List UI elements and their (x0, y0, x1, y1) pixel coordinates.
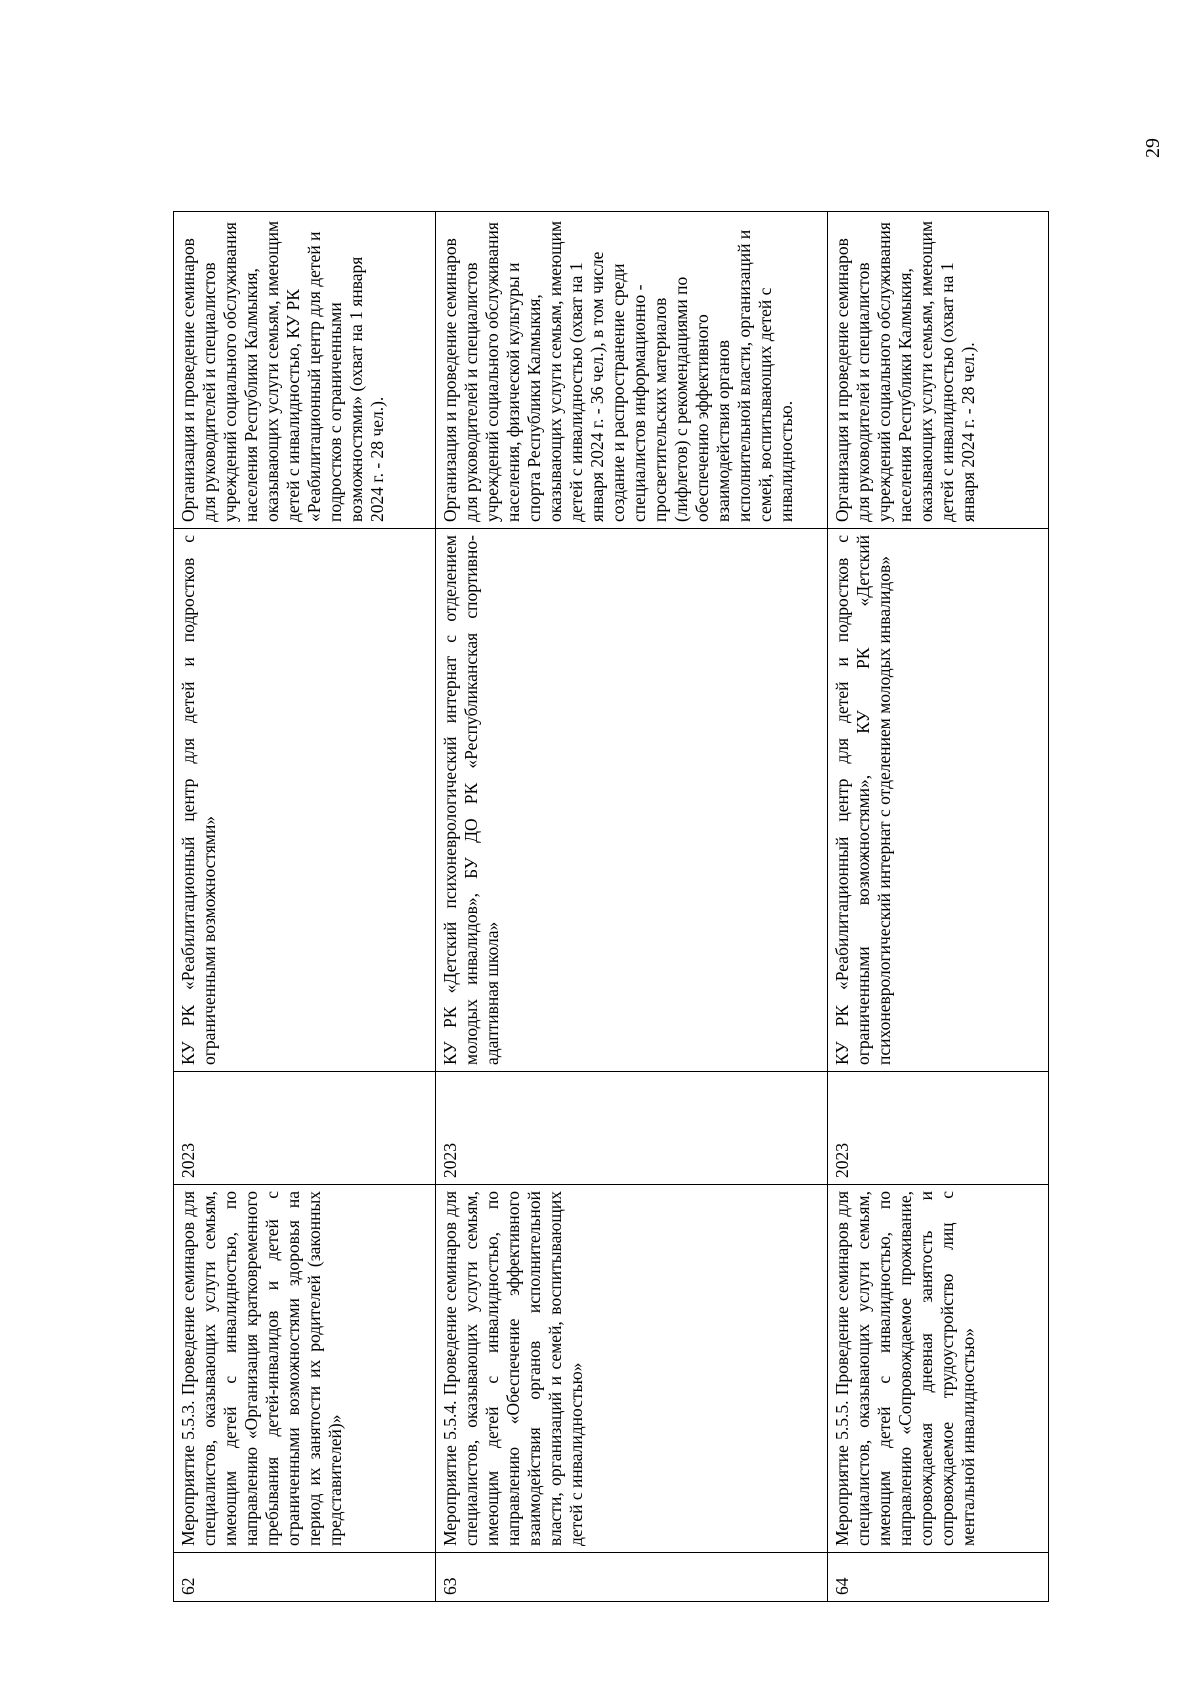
measure-result: Организация и проведение семинаров для руководителей и специалистов учреждений социального обслуживания населения Республики Калмыкия, оказывающих услуги семьям, имеющим детей с инвалидностью, КУ РК «Реабилитационный центр для детей и подростков с ограниченными возможностями» (охват на 1 января 2024 г. - 28 чел.). (174, 212, 436, 529)
measure-year: 2023 (436, 1072, 828, 1185)
measure-description: Мероприятие 5.5.4. Проведение семинаров для специалистов, оказывающих услуги семьям, имеющим детей с инвалидностью, по направлению «Обеспечение эффективного взаимодействия органов исполнительной власти, организаций и семей, воспитывающих детей с инвалидностью» (436, 1185, 828, 1553)
row-number: 63 (436, 1553, 828, 1602)
measure-result: Организация и проведение семинаров для руководителей и специалистов учреждений социального обслуживания населения Республики Калмыкия, оказывающих услуги семьям, имеющим детей с инвалидностью (охват на 1 января 2024 г. - 28 чел.). (828, 212, 1049, 529)
page-number: 29 (1142, 138, 1164, 158)
measure-description: Мероприятие 5.5.5. Проведение семинаров для специалистов, оказывающих услуги семьям, имеющим детей с инвалидностью, по направлению «Сопровождаемое проживание, сопровождаемая дневная занятость и сопровождаемое трудоустройство лиц с ментальной инвалидностью» (828, 1185, 1049, 1553)
measure-executors: КУ РК «Детский психоневрологический интернат с отделением молодых инвалидов», БУ ДО РК «Республиканская спортивно-адаптивная школа» (436, 529, 828, 1072)
measure-executors: КУ РК «Реабилитационный центр для детей и подростков с ограниченными возможностями» (174, 529, 436, 1072)
measure-year: 2023 (174, 1072, 436, 1185)
measure-year: 2023 (828, 1072, 1049, 1185)
rotated-table (173, 220, 1048, 1602)
measure-description: Мероприятие 5.5.3. Проведение семинаров для специалистов, оказывающих услуги семьям, имеющим детей с инвалидностью, по направлению «Организация кратковременного пребывания детей-инвалидов и детей с ограниченными возможностями здоровья на период их занятости их родителей (законных представителей)» (174, 1185, 436, 1553)
measure-executors: КУ РК «Реабилитационный центр для детей и подростков с ограниченными возможностями», КУ РК «Детский психоневрологический интернат с отделением молодых инвалидов» (828, 529, 1049, 1072)
measure-result: Организация и проведение семинаров для руководителей и специалистов учреждений социального обслуживания населения, физической культуры и спорта Республики Калмыкия, оказывающих услуги семьям, имеющим детей с инвалидностью (охват на 1 января 2024 г. - 36 чел.), в том числе создание и распространение среди специалистов информационно - просветительских материалов (лифлетов) с рекомендациями по обеспечению эффективного взаимодействия органов исполнительной власти, организаций и семей, воспитывающих детей с инвалидностью. (436, 212, 828, 529)
table-row (174, 212, 436, 1602)
row-number: 62 (174, 1553, 436, 1602)
measures-table (173, 211, 1049, 1602)
row-number: 64 (828, 1553, 1049, 1602)
table-row (436, 212, 828, 1602)
table-row (828, 212, 1049, 1602)
